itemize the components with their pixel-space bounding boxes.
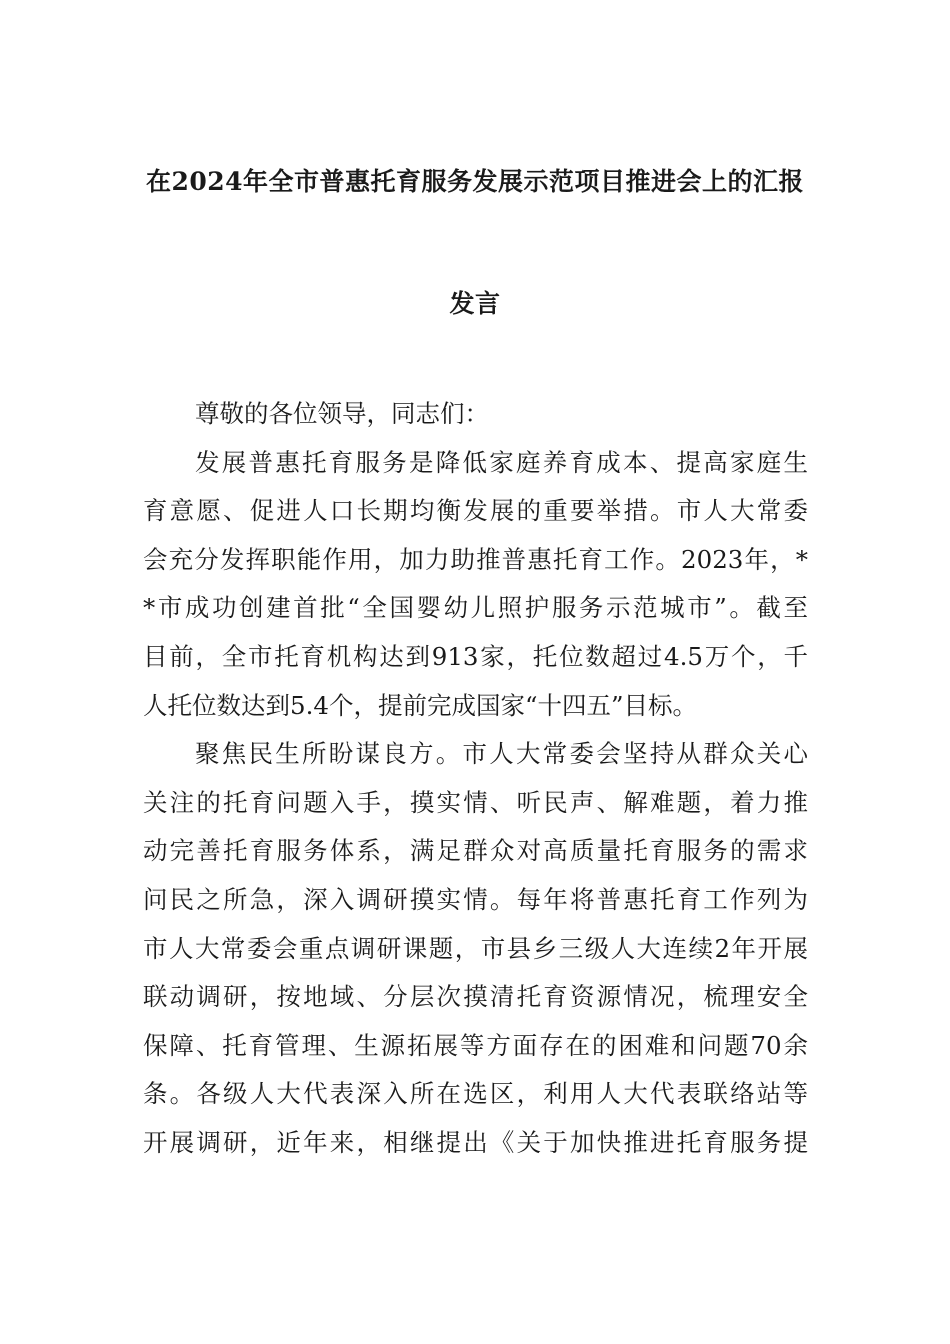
body-line: 聚焦民生所盼谋良方。市人大常委会坚持从群众关心 [195,739,808,769]
body-line: 关注的托育问题入手，摸实情、听民声、解难题，着力推 [143,787,808,817]
document-title-line-1: 在2024年全市普惠托育服务发展示范项目推进会上的汇报 [145,167,805,196]
body-line: 开展调研，近年来，相继提出《关于加快推进托育服务提 [143,1127,808,1157]
body-line: 问民之所急，深入调研摸实情。每年将普惠托育工作列为 [143,884,808,914]
document-body [143,390,808,1168]
body-line: 发展普惠托育服务是降低家庭养育成本、提高家庭生 [195,447,808,477]
document-title-line-2: 发言 [449,289,501,318]
body-line: 动完善托育服务体系，满足群众对高质量托育服务的需求 [143,836,808,866]
salutation-line: 尊敬的各位领导，同志们： [195,399,489,428]
body-line: *市成功创建首批“全国婴幼儿照护服务示范城市”。截至 [143,593,808,623]
body-line: 人托位数达到5.4个，提前完成国家“十四五”目标。 [143,690,698,720]
body-line: 会充分发挥职能作用，加力助推普惠托育工作。2023年，* [143,544,808,574]
body-line: 育意愿、促进人口长期均衡发展的重要举措。市人大常委 [143,496,808,526]
body-line: 目前，全市托育机构达到913家，托位数超过4.5万个，千 [143,641,808,671]
body-line: 保障、托育管理、生源拓展等方面存在的困难和问题70余 [143,1030,808,1060]
body-line: 联动调研，按地域、分层次摸清托育资源情况，梳理安全 [143,982,808,1012]
body-line: 市人大常委会重点调研课题，市县乡三级人大连续2年开展 [143,933,808,963]
body-line: 条。各级人大代表深入所在选区，利用人大代表联络站等 [143,1079,808,1109]
